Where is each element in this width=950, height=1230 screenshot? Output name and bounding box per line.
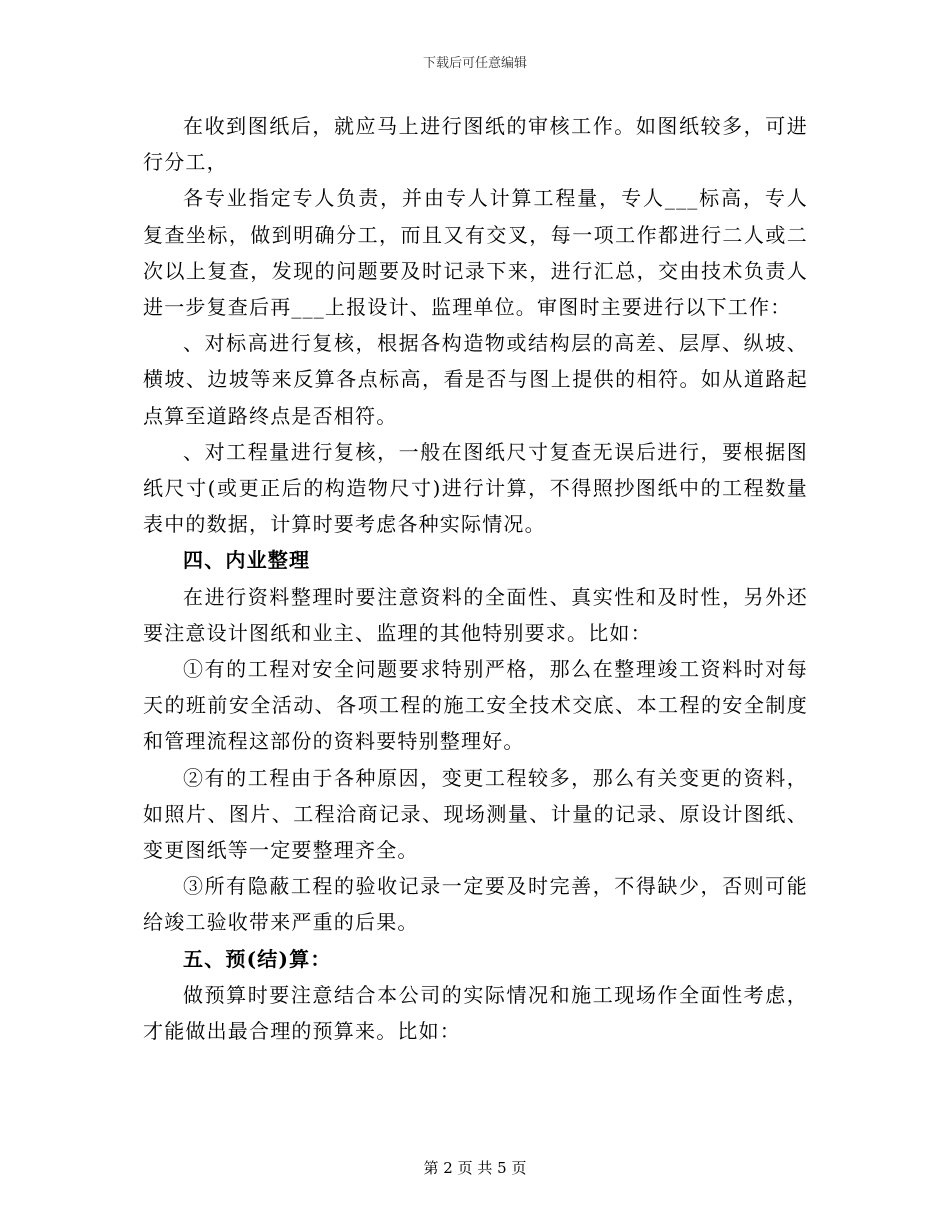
document-body — [143, 108, 808, 1049]
paragraph-division-of-work: 各专业指定专人负责，并由专人计算工程量，专人___标高，专人复查坐标，做到明确分工，而且又有交叉，每一项工作都进行二人或二次以上复查，发现的问题要及时记录下来，进行汇总，交由技术负责人进一步复查后再___上报设计、监理单位。审图时主要进行以下工作： — [143, 186, 808, 320]
paragraph-safety-records: ①有的工程对安全问题要求特别严格，那么在整理竣工资料时对每天的班前安全活动、各项工程的施工安全技术交底、本工程的安全制度和管理流程这部份的资料要特别整理好。 — [143, 657, 808, 754]
paragraph-concealed-work-records: ③所有隐蔽工程的验收记录一定要及时完善，不得缺少，否则可能给竣工验收带来严重的后果。 — [143, 874, 808, 935]
paragraph-drawing-review: 在收到图纸后，就应马上进行图纸的审核工作。如图纸较多，可进行分工， — [143, 114, 808, 175]
paragraph-document-organization: 在进行资料整理时要注意资料的全面性、真实性和及时性，另外还要注意设计图纸和业主、监理的其他特别要求。比如： — [143, 584, 808, 645]
page-footer: 第 2 页 共 5 页 — [423, 1159, 527, 1177]
paragraph-change-records: ②有的工程由于各种原因，变更工程较多，那么有关变更的资料，如照片、图片、工程洽商记录、现场测量、计量的记录、原设计图纸、变更图纸等一定要整理齐全。 — [143, 765, 808, 863]
section-heading-budget: 五、预(结)算： — [183, 946, 332, 971]
page-header: 下载后可任意编辑 — [422, 56, 527, 71]
paragraph-budget-intro: 做预算时要注意结合本公司的实际情况和施工现场作全面性考虑，才能做出最合理的预算来。比如： — [143, 982, 808, 1044]
paragraph-elevation-check: 、对标高进行复核，根据各构造物或结构层的高差、层厚、纵坡、横坡、边坡等来反算各点标高，看是否与图上提供的相符。如从道路起点算至道路终点是否相符。 — [143, 331, 808, 428]
paragraph-quantity-check: 、对工程量进行复核，一般在图纸尺寸复查无误后进行，要根据图纸尺寸(或更正后的构造物尺寸)进行计算，不得照抄图纸中的工程数量表中的数据，计算时要考虑各种实际情况。 — [143, 439, 808, 537]
section-heading-internal-work: 四、内业整理 — [183, 548, 311, 573]
